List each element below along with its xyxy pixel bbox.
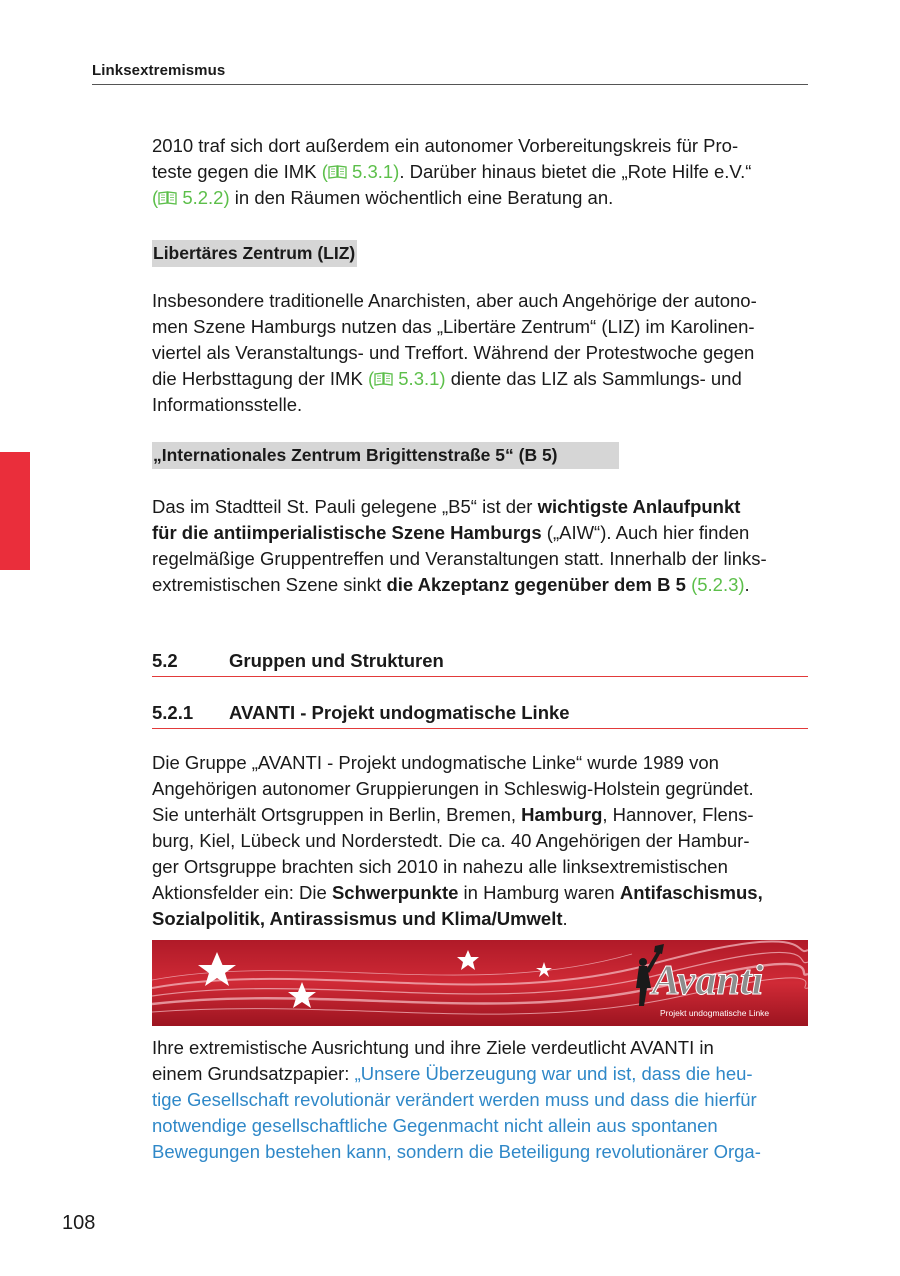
page-number: 108 [62,1212,96,1234]
cross-reference-link[interactable]: ( 5.3.1) [367,368,446,389]
avanti-paragraph: Die Gruppe „AVANTI - Projekt undogmatische Linke“ wurde 1989 von Angehörigen autonomer Gruppierungen in Schleswig-Holstein gegründet. Sie unterhält Ortsgruppen in Berlin, Bremen, Hamburg, Hannover, Flens- burg, Kiel, Lübeck und Norderstedt. Die ca. 40 Angehörigen der Hambur- ger Ortsgruppe brachten sich 2010 in nahezu alle linksextremistischen Aktionsfelder ein: Die Schwerpunkte in Hamburg waren Antifaschismus, Sozialpolitik, Antirassismus und Klima/Umwelt. [152,752,763,929]
banner-artwork [152,940,808,1026]
quotation: „Unsere Überzeugung war und ist, dass die heu- [354,1063,753,1084]
running-title: Linksextremismus [92,62,226,79]
section-title: AVANTI - Projekt undogmatische Linke [229,702,570,723]
avanti-banner [152,940,808,1026]
book-icon [328,165,347,179]
liz-paragraph: Insbesondere traditionelle Anarchisten, aber auch Angehörige der autono- men Szene Hamburgs nutzen das „Libertäre Zentrum“ (LIZ) im Karolinen- viertel als Veranstaltungs- und Treffort. Während der Protestwoche gegen die Herbsttagung der IMK ( 5.3.1) diente das LIZ als Sammlungs- und Informationsstelle. [152,290,757,415]
section-title: Gruppen und Strukturen [229,650,444,671]
b5-paragraph: Das im Stadtteil St. Pauli gelegene „B5“ ist der wichtigste Anlaufpunkt für die antiimperialistische Szene Hamburgs („AIW“). Auch hier finden regelmäßige Gruppentreffen und Veranstaltungen statt. Innerhalb der links- extremistischen Szene sinkt die Akzeptanz gegenüber dem B 5 (5.2.3). [152,496,767,595]
intro-paragraph: 2010 traf sich dort außerdem ein autonomer Vorbereitungskreis für Pro- teste gegen die IMK ( 5.3.1). Darüber hinaus bietet die „Rote Hilfe e.V.“ ( 5.2.2) in den Räumen wöchentlich eine Beratung an. [152,135,752,208]
running-header [92,62,808,85]
cross-reference-link[interactable]: ( 5.3.1) [321,161,400,182]
section-number: 5.2 [152,650,178,671]
avanti-logo-text: Avanti [652,958,764,1004]
closing-paragraph: Ihre extremistische Ausrichtung und ihre Ziele verdeutlicht AVANTI in einem Grundsatzpapier: „Unsere Überzeugung war und ist, dass die heu- tige Gesellschaft revolutionär verändert werden muss und dass die hierfür notwendige gesellschaftliche Gegenmacht nicht allein aus spontanen Bewegungen bestehen kann, sondern die Beteiligung revolutionärer Orga- [152,1037,761,1162]
avanti-logo-subtitle: Projekt undogmatische Linke [660,1008,770,1018]
section-heading-5-2 [152,650,808,677]
cross-reference-link[interactable]: ( 5.2.2) [152,187,230,208]
section-number: 5.2.1 [152,702,194,723]
section-heading-5-2-1 [152,702,808,729]
liz-heading: Libertäres Zentrum (LIZ) [152,240,357,267]
chapter-side-tab [0,452,30,570]
book-icon [374,372,393,386]
book-icon [158,191,177,205]
b5-heading: „Internationales Zentrum Brigittenstraße 5“ (B 5) [152,442,619,469]
cross-reference-link[interactable]: (5.2.3) [685,574,745,595]
